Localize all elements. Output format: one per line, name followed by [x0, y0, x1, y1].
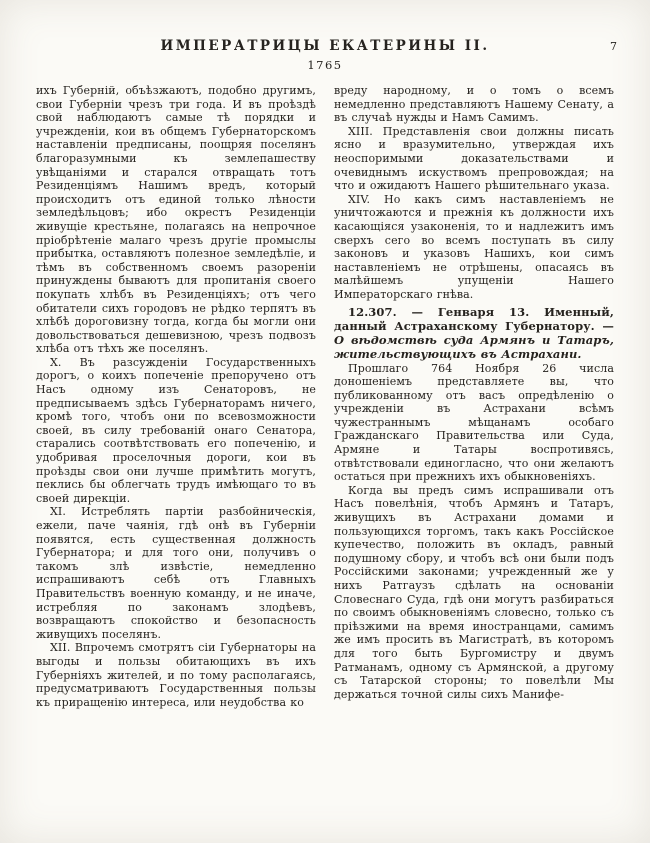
year-label: 1765: [307, 58, 343, 72]
paragraph-section-xii: XII. Впрочемъ смотрятъ сіи Губернаторы на выгоды и пользы обитающихъ въ ихъ Губерніяхъ жителей, и по тому располагаясь, предусматриваютъ Государственныя пользы къ приращенію интереса, или неудобства ко: [36, 641, 316, 709]
act-subject: О вѣдомствѣ суда Армянъ и Татаръ, жительствующихъ въ Астрахани.: [334, 332, 614, 361]
paragraph-section-xiv: XIV. Но какъ симъ наставленіемъ не уничтожаются и прежнія къ должности ихъ касающіяся узаконенія, то и надлежитъ имъ сверхъ сего во всемъ поступать въ силу законовъ и указовъ Нашихъ, кои симъ наставленіемъ не отрѣшены, опасаясь въ малѣйшемъ упущеніи Нашего Императорскаго гнѣва.: [334, 192, 614, 301]
paragraph: вреду народному, и о томъ о всемъ немедленно представляютъ Нашему Сенату, а въ случаѣ нужды и Намъ Самимъ.: [334, 84, 614, 125]
paragraph-section-xi: XI. Истреблять партіи разбойническія, ежели, паче чаянія, гдѣ онѣ въ Губерніи появятся, есть существенная должность Губернатора; и для того они, получивъ о такомъ злѣ извѣстіе, немедленно испрашиваютъ себѣ отъ Главныхъ Правительствъ военную команду, и не иначе, истребляя по законамъ злодѣевъ, возвращаютъ спокойство и безопасность живущихъ поселянъ.: [36, 505, 316, 641]
left-column: [36, 84, 316, 821]
act-number-and-title: 12.307. — Генваря 13. Именный, данный Астраханскому Губернатору. —: [334, 304, 614, 333]
running-head-title: ИМПЕРАТРИЦЫ ЕКАТЕРИНЫ II.: [160, 38, 490, 54]
paragraph-section-xiii: XIII. Представленія свои должны писать ясно и вразумительно, утверждая ихъ неоспоримыми доказательствами и очевиднымъ искуствомъ препровождая; на что и ожидаютъ Нашего рѣшительнаго указа.: [334, 124, 614, 193]
paragraph-section-x: X. Въ разсужденіи Государственныхъ дорогъ, о коихъ попеченіе препоручено отъ Насъ одному изъ Сенаторовъ, не предписываемъ здѣсь Губернаторамъ ничего, кромѣ того, чтобъ они по всевозможности своей, въ силу требованій онаго Сенатора, старались соотвѣтствовать его попеченію, и удобривая проселочныя дороги, кои въ проѣзды свои они лучше примѣтить могутъ, пеклись бы облегчать трудъ имѣющаго то въ своей дирекціи.: [36, 355, 316, 505]
right-column: [334, 84, 614, 821]
act-heading: [334, 305, 614, 361]
paragraph: Прошлаго 764 Ноября 26 числа доношеніемъ представляете вы, что публикованному отъ васъ опредѣленію о учрежденіи въ Астрахани всѣмъ чужестраннымъ мѣщанамъ особаго Гражданскаго Правительства или Суда, Армяне и Татары воспротивясь, отвѣтствовали единогласно, что они желаютъ остаться при прежнихъ ихъ обыкновеніяхъ.: [334, 361, 614, 484]
text-columns: [36, 84, 614, 821]
page-number: 7: [610, 40, 618, 53]
paragraph: Когда вы предъ симъ испрашивали отъ Насъ повелѣнія, чтобъ Армянъ и Татаръ, живущихъ въ Астрахани домами и пользующихся торгомъ, такъ какъ Россійское купечество, положить въ окладъ, равный подушному сбору, и чтобъ всѣ они были подъ Россійскими законами; учрежденный же у нихъ Ратгаузъ сдѣлать на основаніи Словеснаго Суда, гдѣ они могутъ разбираться по своимъ обыкновеніямъ словесно, только съ пріѣзжими на время иностранцами, самимъ же имъ просить въ Магистратѣ, въ которомъ для того быть Бургомистру и двумъ Ратманамъ, одному съ Армянской, а другому съ Татарской стороны; то повелѣли Мы держаться точной силы сихъ Манифе-: [334, 483, 614, 701]
paragraph: ихъ Губерній, объѣзжаютъ, подобно другимъ, свои Губерніи чрезъ три года. И въ проѣздѣ свой наблюдаютъ самые тѣ порядки и учрежденіи, кои въ общемъ Губернаторскомъ наставленіи предписаны, поощряя поселянъ благоразумными къ землепашеству увѣщаніями и старался отвращать тотъ Резиденціямъ Нашимъ вредъ, который происходитъ отъ единой только лѣности земледѣльцовъ; ибо окрестъ Резиденціи живущіе крестьяне, полагаясь на непрочное пріобрѣтеніе малаго чрезъ другіе промыслы прибытка, оставляютъ полезное земледѣліе, и тѣмъ въ собственномъ своемъ разореніи принуждены бываютъ для пропитанія своего покупать хлѣбъ въ Резиденціяхъ; отъ чего обитатели сихъ городовъ не рѣдко терпятъ въ хлѣбѣ дороговизну тогда, когда бы могли они довольствоваться дешевизною, чрезъ подвозъ хлѣба отъ тѣхъ же поселянъ.: [36, 84, 316, 356]
